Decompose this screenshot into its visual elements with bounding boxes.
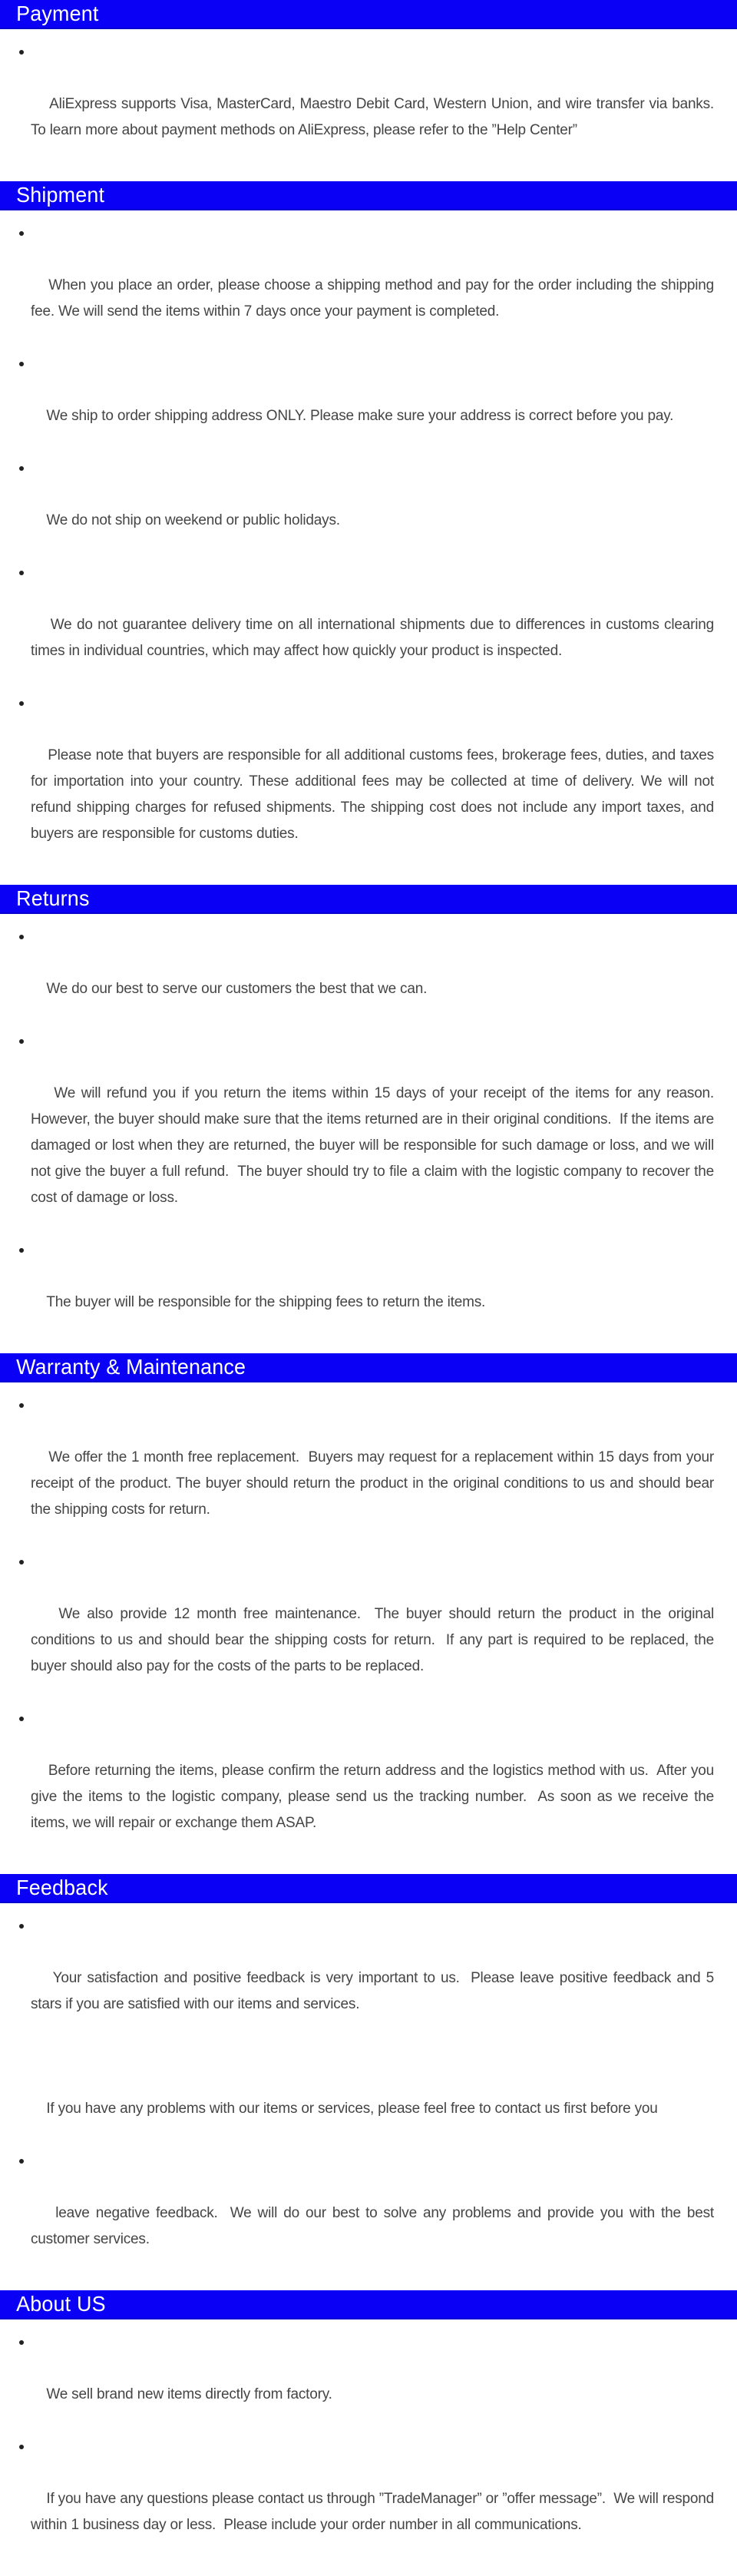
bullet-text: We do not guarantee delivery time on all international shipments due to differences in customs clearing times in individual countries, which may affect how quickly your product is inspected. [31, 617, 719, 659]
bullet-icon [19, 1039, 24, 1044]
policy-section [0, 1874, 737, 2279]
bullet-list [0, 1913, 737, 2279]
policy-bullet-item [0, 690, 737, 873]
bullet-icon [19, 2445, 24, 2449]
bullet-text: If you have any questions please contact us through ”TradeManager” or ”offer message”. We will respond within 1 business day or less. Please include your order number in all communications. [31, 2491, 719, 2533]
policy-bullet-item [0, 2044, 737, 2148]
section-header [0, 1353, 737, 1382]
bullet-icon [19, 935, 24, 939]
policy-bullet-item [0, 560, 737, 690]
policy-section [0, 181, 737, 873]
bullet-text: The buyer will be responsible for the shipping fees to return the items. [46, 1294, 486, 1310]
section-title: Returns [16, 886, 90, 910]
policy-bullet-item [0, 1913, 737, 2044]
section-title: Shipment [16, 183, 105, 207]
bullet-icon [19, 1248, 24, 1253]
policy-bullet-item [0, 1549, 737, 1706]
bullet-text: We do our best to serve our customers the best that we can. [46, 981, 428, 997]
policy-bullet-item [0, 39, 737, 170]
section-title: Warranty & Maintenance [16, 1355, 246, 1379]
policy-section [0, 1353, 737, 1862]
policy-section [0, 0, 737, 170]
bullet-icon [19, 1717, 24, 1721]
bullet-text: We offer the 1 month free replacement. Buyers may request for a replacement within 15 days from your receipt of the product. The buyer should return the product in the original conditions to us and should bear the shipping costs for return. [31, 1449, 719, 1518]
policy-section [0, 885, 737, 1342]
bullet-text: Your satisfaction and positive feedback is very important to us. Please leave positive feedback and 5 stars if you are satisfied with our items and services. [31, 1970, 719, 2012]
bullet-icon [19, 701, 24, 706]
bullet-icon [19, 50, 24, 55]
policy-bullet-item [0, 455, 737, 560]
bullet-icon [19, 1403, 24, 1408]
bullet-icon [19, 2340, 24, 2345]
bullet-icon [19, 466, 24, 471]
bullet-text: We ship to order shipping address ONLY. Please make sure your address is correct before you pay. [46, 408, 674, 424]
section-title: Payment [16, 2, 99, 25]
bullet-text: When you place an order, please choose a shipping method and pay for the order including the shipping fee. We will send the items within 7 days once your payment is completed. [31, 277, 719, 320]
policy-bullet-item [0, 1237, 737, 1342]
bullet-text: We also provide 12 month free maintenance. The buyer should return the product in the original conditions to us and should bear the shipping costs for return. If any part is required to be replaced, the buyer should also pay for the costs of the parts to be replaced. [31, 1606, 719, 1674]
bullet-text: AliExpress supports Visa, MasterCard, Maestro Debit Card, Western Union, and wire transfer via banks. To learn more about payment methods on AliExpress, please refer to the ”Help Center” [31, 96, 718, 138]
policy-bullet-item [0, 2434, 737, 2564]
bullet-text: Please note that buyers are responsible for all additional customs fees, brokerage fees, duties, and taxes for importation into your country. These additional fees may be collected at time of delivery. We will not refund shipping charges for refused shipments. The shipping cost does not include any import taxes, and buyers are responsible for customs duties. [31, 747, 719, 842]
section-header [0, 2290, 737, 2319]
bullet-list [0, 1392, 737, 1862]
bullet-icon [19, 1560, 24, 1564]
bullet-icon [19, 1924, 24, 1929]
bullet-list [0, 2329, 737, 2564]
section-title: About US [16, 2292, 106, 2316]
bullet-text: leave negative feedback. We will do our best to solve any problems and provide you with the best customer services. [31, 2205, 719, 2247]
bullet-list [0, 39, 737, 170]
section-header [0, 1874, 737, 1903]
bullet-icon [19, 362, 24, 366]
bullet-text: If you have any problems with our items or services, please feel free to contact us first before you [46, 2101, 658, 2117]
bullet-icon [19, 571, 24, 575]
bullet-text: We will refund you if you return the items within 15 days of your receipt of the items for any reason. However, the buyer should make sure that the items returned are in their original conditions. If the items are damaged or lost when they are returned, the buyer will be responsible for such damage or loss, and we will not give the buyer a full refund. The buyer should try to file a claim with the logistic company to recover the cost of damage or loss. [31, 1085, 719, 1206]
policy-bullet-item [0, 1706, 737, 1862]
section-title: Feedback [16, 1876, 108, 1899]
section-header [0, 0, 737, 29]
bullet-icon [19, 231, 24, 236]
bullet-icon [19, 2159, 24, 2164]
policy-bullet-item [0, 924, 737, 1028]
section-header [0, 885, 737, 914]
policy-bullet-item [0, 2329, 737, 2434]
bullet-list [0, 220, 737, 873]
bullet-text: We do not ship on weekend or public holidays. [46, 512, 340, 528]
policy-section [0, 2290, 737, 2564]
policy-bullet-item [0, 1028, 737, 1237]
policy-bullet-item [0, 351, 737, 455]
bullet-list [0, 924, 737, 1342]
bullet-text: Before returning the items, please confirm the return address and the logistics method with us. After you give the items to the logistic company, please send us the tracking number. As soon as we receive the items, we will repair or exchange them ASAP. [31, 1763, 719, 1831]
bullet-text: We sell brand new items directly from factory. [46, 2386, 332, 2402]
section-header [0, 181, 737, 210]
policy-bullet-item [0, 2148, 737, 2279]
policy-bullet-item [0, 1392, 737, 1549]
policy-bullet-item [0, 220, 737, 351]
